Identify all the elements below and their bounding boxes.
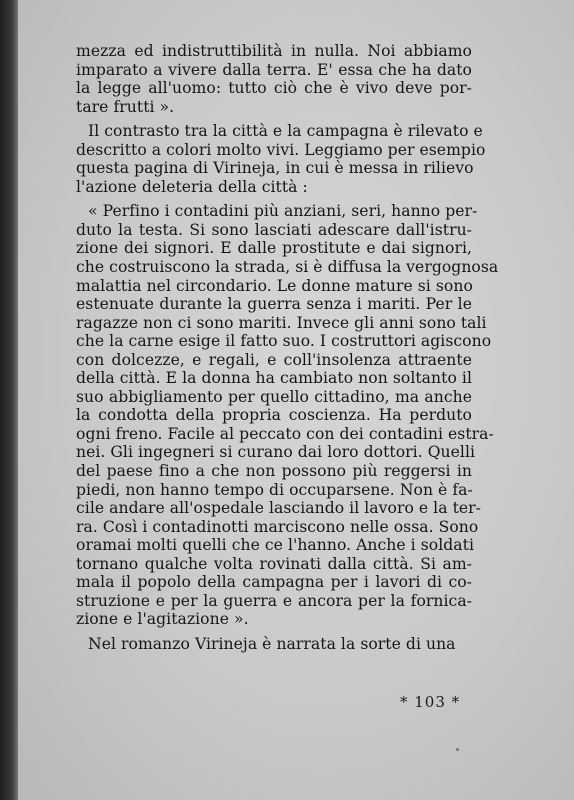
text-line: descritto a colori molto vivi. Leggiamo per esempio [76,140,486,159]
text-line: che la carne esige il fatto suo. I costruttori agiscono [76,332,492,351]
text-line: della città. E la donna ha cambiato non soltanto il [76,369,472,388]
text-line: mala il popolo della campagna per i lavori di co- [76,573,472,592]
text-line: zione e l'agitazione ». [76,610,249,629]
text-line: la legge all'uomo: tutto ciò che è vivo deve por- [76,79,472,98]
paragraph [76,202,499,629]
text-line: malattia nel circondario. Le donne mature si sono [76,276,473,295]
text-line: che costruiscono la strada, si è diffusa la vergognosa [76,258,499,277]
text-line: piedi, non hanno tempo di occuparsene. Non è fa- [76,480,473,499]
text-line: zione dei signori. E dalle prostitute e dai signori, [76,239,472,258]
text-line: tornano qualche volta rovinati dalla città. Si am- [76,554,472,573]
text-line: nei. Gli ingegneri si curano dai loro dottori. Quelli [76,443,476,462]
text-line: la condotta della propria coscienza. Ha perduto [76,406,472,425]
text-line: del paese fino a che non possono più reggersi in [76,462,472,481]
text-line: tare frutti ». [76,97,175,116]
text-line: « Perfino i contadini più anziani, seri, hanno per- [88,202,478,221]
paragraph [76,122,486,196]
text-line: cile andare all'ospedale lasciando il lavoro e la ter- [76,499,481,518]
text-line: suo abbigliamento per quello cittadino, ma anche [76,387,472,406]
text-line: con dolcezze, e regali, e coll'insolenza attraente [76,350,472,369]
paragraph [76,42,472,116]
text-line: ra. Così i contadinotti marciscono nelle ossa. Sono [76,517,479,536]
text-line: duto la testa. Si sono lasciati adescare dall'istru- [76,220,472,239]
text-line: ogni freno. Facile al peccato con dei contadini estra- [76,424,494,443]
text-line: questa pagina di Virineja, in cui è messa in rilievo [76,159,474,178]
paragraph [76,635,472,654]
book-page [18,0,574,800]
text-line: Il contrasto tra la città e la campagna è rilevato e [88,122,483,141]
text-line: imparato a vivere dalla terra. E' essa che ha dato [76,60,472,79]
text-line: Nel romanzo Virineja è narrata la sorte di una [88,634,456,653]
text-line: mezza ed indistruttibilità in nulla. Noi abbiamo [76,42,472,60]
text-line: l'azione deleteria della città : [76,177,308,196]
page-number: * 103 * [400,693,461,711]
text-line: estenuate durante la guerra senza i mariti. Per le [76,295,472,314]
paper-speck [456,748,459,751]
book-binding-shadow [0,0,20,800]
text-line: oramai molti quelli che ce l'hanno. Anche i soldati [76,536,474,555]
text-line: struzione e per la guerra e ancora per la fornica- [76,591,472,610]
text-line: ragazze non ci sono mariti. Invece gli anni sono tali [76,313,487,332]
body-text [76,42,499,654]
